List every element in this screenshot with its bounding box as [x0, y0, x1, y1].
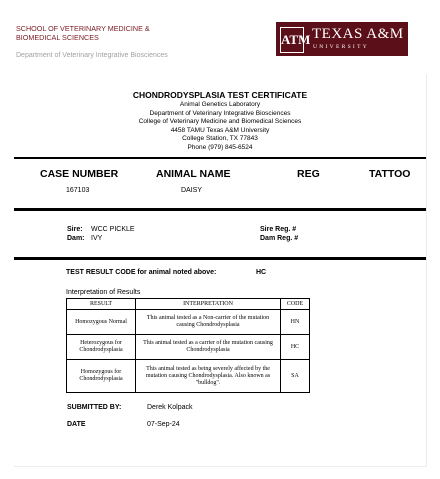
interpretation-cell: This animal tested as a Non-carrier of the mutation causing Chondrodysplasia [136, 310, 281, 335]
table-row [67, 335, 310, 360]
lab-line: 4458 TAMU Texas A&M University [170, 126, 270, 134]
tamu-logo [276, 22, 408, 56]
code-column-header: CODE [281, 299, 310, 310]
logo-name: TEXAS A&M [312, 26, 404, 42]
submitted-by-value: Derek Kolpack [147, 404, 193, 411]
school-name [16, 24, 150, 42]
reg-header: REG [297, 168, 320, 180]
date-label: DATE [67, 421, 86, 428]
lab-line: Department of Veterinary Integrative Biosciences [149, 109, 291, 117]
dam-value: IVY [91, 235, 103, 242]
atm-logo-mark: ATM [280, 27, 304, 53]
dam-reg-label: Dam Reg. # [260, 235, 299, 242]
table-row [67, 310, 310, 335]
interpretation-caption: Interpretation of Results [66, 289, 141, 296]
divider [14, 257, 426, 260]
lab-line: College Station, TX 77843 [182, 135, 258, 142]
result-column-header: RESULT [67, 299, 136, 310]
code-cell: HN [281, 310, 310, 335]
lab-line: Phone (979) 845-6524 [187, 143, 253, 151]
certificate-title: CHONDRODYSPLASIA TEST CERTIFICATE [132, 90, 308, 100]
case-number-header: CASE NUMBER [40, 168, 119, 180]
animal-name-header: ANIMAL NAME [156, 168, 231, 180]
lab-address [0, 101, 440, 152]
divider [14, 157, 426, 159]
sire-label: Sire: [67, 226, 83, 233]
divider [14, 208, 426, 211]
department-name: Department of Veterinary Integrative Biosciences [16, 52, 168, 59]
dam-label: Dam: [67, 235, 85, 242]
animal-name-value: DAISY [181, 187, 203, 194]
table-header-row [67, 299, 310, 310]
code-cell: SA [281, 360, 310, 393]
interpretation-table [66, 298, 310, 393]
code-cell: HC [281, 335, 310, 360]
interpretation-column-header: INTERPRETATION [136, 299, 281, 310]
date-value: 07-Sep-24 [147, 421, 180, 428]
school-name-line2: BIOMEDICAL SCIENCES [16, 33, 99, 42]
interpretation-cell: This animal tested as being severely affected by the mutation causing Chondrodysplasia. Also known as "bulldog". [136, 360, 281, 393]
tattoo-header: TATTOO [369, 168, 411, 180]
lab-line: College of Veterinary Medicine and Biomedical Sciences [138, 118, 302, 125]
submitted-by-label: SUBMITTED BY: [67, 404, 122, 411]
sire-value: WCC PICKLE [91, 226, 135, 233]
result-cell: Heterozygous for Chondrodysplasia [67, 335, 136, 360]
table-row [67, 360, 310, 393]
result-cell: Homozygous for Chondrodysplasia [67, 360, 136, 393]
result-label: TEST RESULT CODE for animal noted above: [66, 269, 217, 276]
case-number-value: 167103 [66, 187, 90, 194]
sire-reg-label: Sire Reg. # [260, 226, 297, 233]
lab-line: Animal Genetics Laboratory [179, 101, 261, 108]
logo-university: UNIVERSITY [313, 44, 369, 50]
school-name-line1: SCHOOL OF VETERINARY MEDICINE & [16, 24, 150, 33]
interpretation-cell: This animal tested as a carrier of the mutation causing Chondrodysplasia [136, 335, 281, 360]
result-cell: Homozygous Normal [67, 310, 136, 335]
result-code: HC [256, 269, 267, 276]
